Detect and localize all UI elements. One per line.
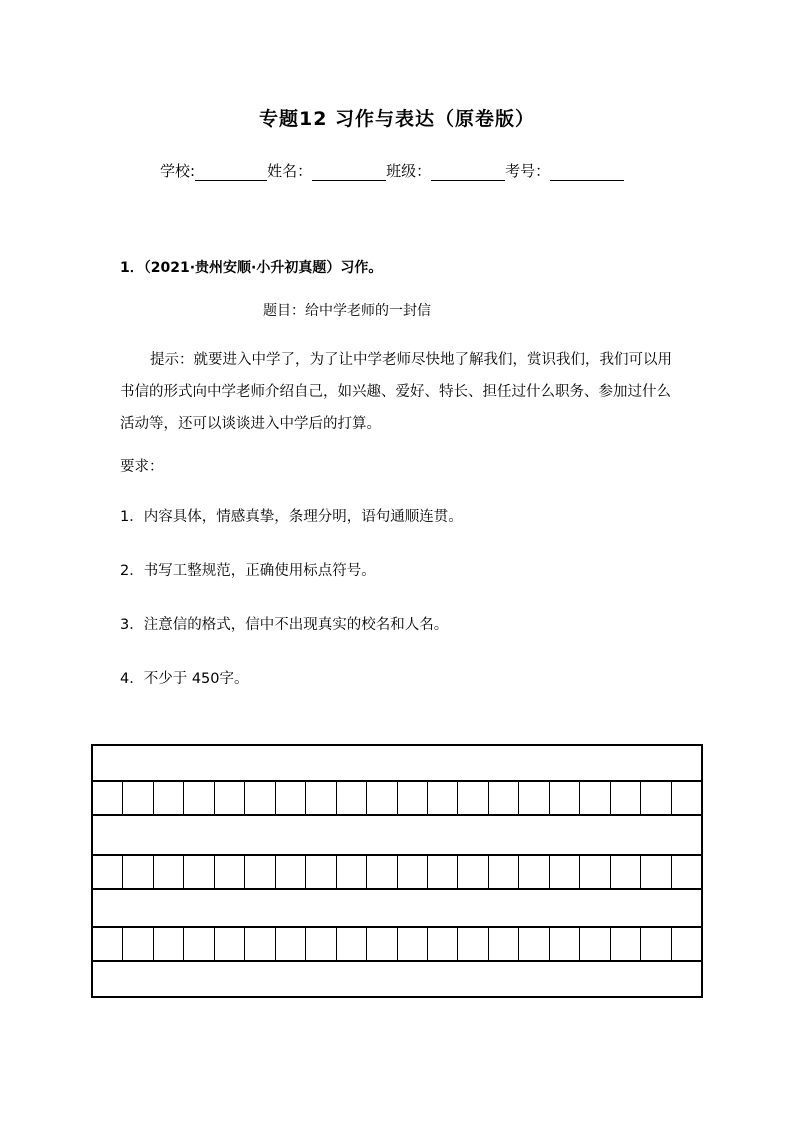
grid-box-row[interactable] bbox=[93, 780, 701, 816]
grid-cell[interactable] bbox=[458, 856, 488, 888]
grid-cell[interactable] bbox=[458, 928, 488, 960]
question-hint bbox=[120, 344, 680, 440]
page-title: 专题12 习作与表达（原卷版） bbox=[258, 108, 536, 130]
school-blank[interactable] bbox=[195, 164, 267, 181]
grid-cell[interactable] bbox=[672, 856, 701, 888]
grid-cell[interactable] bbox=[306, 782, 336, 814]
student-info-line bbox=[160, 160, 624, 181]
grid-cell[interactable] bbox=[398, 782, 428, 814]
question-topic: 题目：给中学老师的一封信 bbox=[263, 303, 431, 319]
grid-cell[interactable] bbox=[641, 782, 671, 814]
grid-cell[interactable] bbox=[489, 928, 519, 960]
grid-cell[interactable] bbox=[367, 856, 397, 888]
grid-cell[interactable] bbox=[641, 856, 671, 888]
grid-cell[interactable] bbox=[93, 782, 123, 814]
exam-number-label: 考号： bbox=[505, 162, 551, 180]
grid-cell[interactable] bbox=[93, 928, 123, 960]
grid-cell[interactable] bbox=[611, 928, 641, 960]
grid-cell[interactable] bbox=[672, 782, 701, 814]
grid-cell[interactable] bbox=[154, 856, 184, 888]
grid-cell[interactable] bbox=[215, 856, 245, 888]
grid-cell[interactable] bbox=[337, 928, 367, 960]
requirements-label: 要求： bbox=[120, 459, 164, 475]
grid-cell[interactable] bbox=[154, 782, 184, 814]
hint-text: 提示：就要进入中学了，为了让中学老师尽快地了解我们，赏识我们，我们可以用书信的形式向中学老师介绍自己，如兴趣、爱好、特长、担任过什么职务、参加过什么活动等，还可以谈谈进入中学后的打算。 bbox=[120, 352, 672, 432]
grid-cell[interactable] bbox=[306, 856, 336, 888]
grid-cell[interactable] bbox=[215, 928, 245, 960]
class-blank[interactable] bbox=[431, 164, 505, 181]
grid-cell[interactable] bbox=[337, 782, 367, 814]
grid-cell[interactable] bbox=[398, 928, 428, 960]
question-heading: 1．（2021·贵州安顺·小升初真题）习作。 bbox=[120, 260, 383, 276]
school-label: 学校: bbox=[160, 162, 196, 180]
grid-box-row[interactable] bbox=[93, 926, 701, 962]
grid-box-row[interactable] bbox=[93, 854, 701, 890]
grid-cell[interactable] bbox=[245, 928, 275, 960]
grid-cell[interactable] bbox=[580, 928, 610, 960]
grid-cell[interactable] bbox=[123, 782, 153, 814]
requirement-item: 2．书写工整规范，正确使用标点符号。 bbox=[120, 563, 376, 579]
grid-cell[interactable] bbox=[611, 782, 641, 814]
grid-cell[interactable] bbox=[276, 782, 306, 814]
grid-cell[interactable] bbox=[276, 928, 306, 960]
grid-cell[interactable] bbox=[641, 928, 671, 960]
grid-cell[interactable] bbox=[550, 856, 580, 888]
writing-grid[interactable] bbox=[91, 744, 703, 998]
grid-cell[interactable] bbox=[245, 856, 275, 888]
grid-cell[interactable] bbox=[489, 856, 519, 888]
grid-cell[interactable] bbox=[367, 928, 397, 960]
requirement-item: 3．注意信的格式，信中不出现真实的校名和人名。 bbox=[120, 617, 449, 633]
grid-cell[interactable] bbox=[123, 928, 153, 960]
grid-cell[interactable] bbox=[337, 856, 367, 888]
grid-cell[interactable] bbox=[458, 782, 488, 814]
grid-cell[interactable] bbox=[519, 928, 549, 960]
name-label: 姓名： bbox=[267, 162, 313, 180]
grid-cell[interactable] bbox=[123, 856, 153, 888]
class-label: 班级： bbox=[386, 162, 432, 180]
grid-cell[interactable] bbox=[550, 928, 580, 960]
exam-number-blank[interactable] bbox=[550, 164, 624, 181]
name-blank[interactable] bbox=[312, 164, 386, 181]
requirement-item: 4．不少于 450字。 bbox=[120, 671, 249, 687]
grid-cell[interactable] bbox=[519, 782, 549, 814]
grid-cell[interactable] bbox=[154, 928, 184, 960]
grid-cell[interactable] bbox=[184, 782, 214, 814]
grid-cell[interactable] bbox=[306, 928, 336, 960]
grid-cell[interactable] bbox=[550, 782, 580, 814]
grid-cell[interactable] bbox=[276, 856, 306, 888]
grid-cell[interactable] bbox=[184, 928, 214, 960]
grid-cell[interactable] bbox=[215, 782, 245, 814]
grid-cell[interactable] bbox=[489, 782, 519, 814]
grid-cell[interactable] bbox=[580, 782, 610, 814]
grid-cell[interactable] bbox=[398, 856, 428, 888]
grid-cell[interactable] bbox=[672, 928, 701, 960]
grid-cell[interactable] bbox=[367, 782, 397, 814]
requirement-item: 1．内容具体，情感真挚，条理分明，语句通顺连贯。 bbox=[120, 509, 463, 525]
grid-cell[interactable] bbox=[245, 782, 275, 814]
grid-cell[interactable] bbox=[428, 928, 458, 960]
grid-cell[interactable] bbox=[580, 856, 610, 888]
grid-cell[interactable] bbox=[93, 856, 123, 888]
grid-cell[interactable] bbox=[428, 856, 458, 888]
grid-cell[interactable] bbox=[611, 856, 641, 888]
grid-cell[interactable] bbox=[184, 856, 214, 888]
grid-cell[interactable] bbox=[519, 856, 549, 888]
grid-cell[interactable] bbox=[428, 782, 458, 814]
